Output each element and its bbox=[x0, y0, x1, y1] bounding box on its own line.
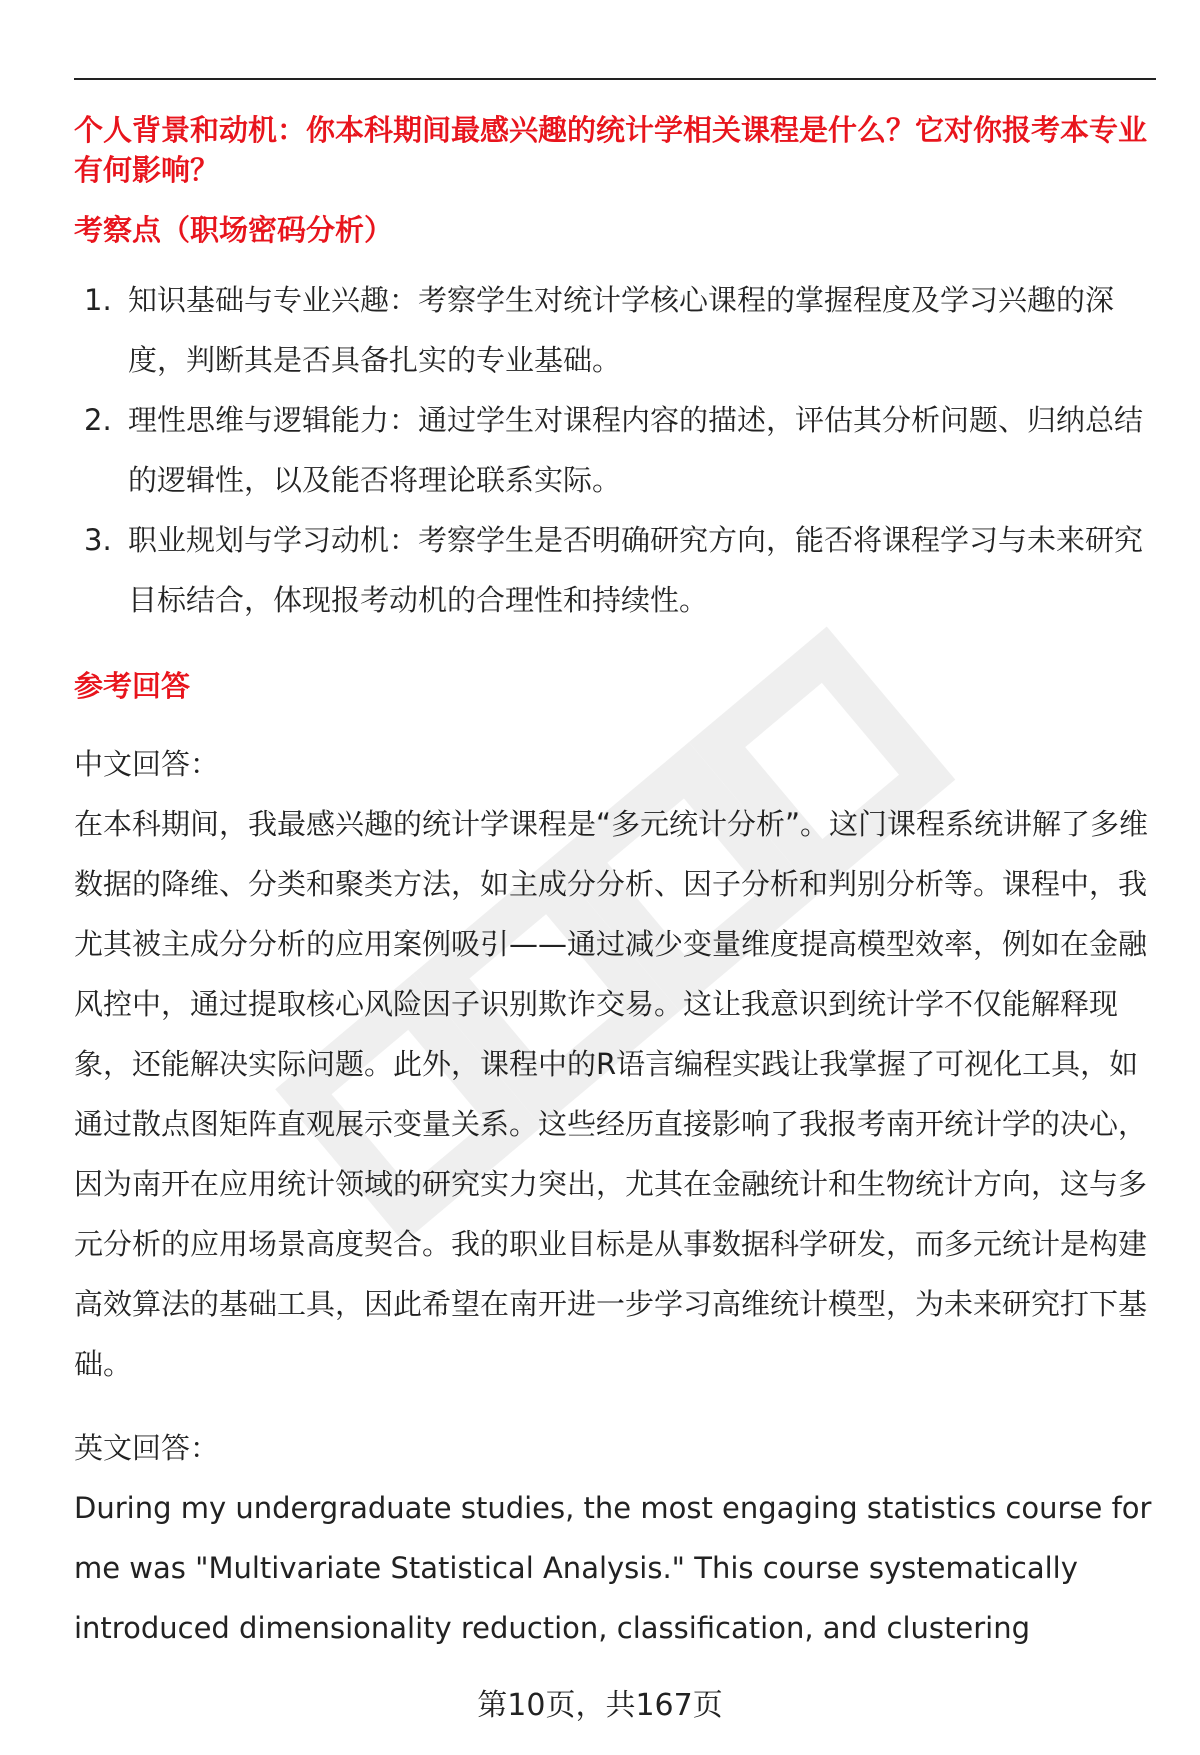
chinese-answer-text: 在本科期间，我最感兴趣的统计学课程是“多元统计分析”。这门课程系统讲解了多维数据的降维、分类和聚类方法，如主成分分析、因子分析和判别分析等。课程中，我尤其被主成分分析的应用案例吸引——通过减少变量维度提高模型效率，例如在金融风控中，通过提取核心风险因子识别欺诈交易。这让我意识到统计学不仅能解释现象，还能解决实际问题。此外，课程中的R语言编程实践让我掌握了可视化工具，如通过散点图矩阵直观展示变量关系。这些经历直接影响了我报考南开统计学的决心，因为南开在应用统计领域的研究实力突出，尤其在金融统计和生物统计方向，这与多元分析的应用场景高度契合。我的职业目标是从事数据科学研发，而多元统计是构建高效算法的基础工具，因此希望在南开进一步学习高维统计模型，为未来研究打下基础。 bbox=[74, 807, 1149, 1381]
question-title: 个人背景和动机：你本科期间最感兴趣的统计学相关课程是什么？它对你报考本专业有何影响？ bbox=[74, 113, 1148, 187]
list-item bbox=[74, 270, 1156, 390]
page-number: 第10页，共167页 bbox=[477, 1688, 723, 1723]
list-item bbox=[74, 390, 1156, 510]
list-item-text: 知识基础与专业兴趣：考察学生对统计学核心课程的掌握程度及学习兴趣的深度，判断其是否具备扎实的专业基础。 bbox=[128, 283, 1115, 377]
assessment-list bbox=[74, 270, 1156, 630]
list-item-number: 3. bbox=[84, 523, 112, 557]
page-content bbox=[74, 110, 1156, 1658]
english-answer-label: 英文回答： bbox=[74, 1431, 220, 1465]
english-answer-text: During my undergraduate studies, the most engaging statistics course for me was "Multivariate Statistical Analysis." This course systematically introduced dimensionality reduction, classification, and clustering bbox=[74, 1491, 1152, 1645]
assessment-heading: 考察点（职场密码分析） bbox=[74, 213, 394, 247]
header-divider bbox=[74, 78, 1156, 80]
answer-heading: 参考回答 bbox=[74, 669, 191, 703]
list-item-text: 理性思维与逻辑能力：通过学生对课程内容的描述，评估其分析问题、归纳总结的逻辑性，以及能否将理论联系实际。 bbox=[128, 403, 1144, 497]
list-item-text: 职业规划与学习动机：考察学生是否明确研究方向，能否将课程学习与未来研究目标结合，体现报考动机的合理性和持续性。 bbox=[128, 523, 1144, 617]
chinese-answer-label: 中文回答： bbox=[74, 747, 220, 781]
list-item bbox=[74, 510, 1156, 630]
list-item-number: 2. bbox=[84, 403, 112, 437]
list-item-number: 1. bbox=[84, 283, 112, 317]
